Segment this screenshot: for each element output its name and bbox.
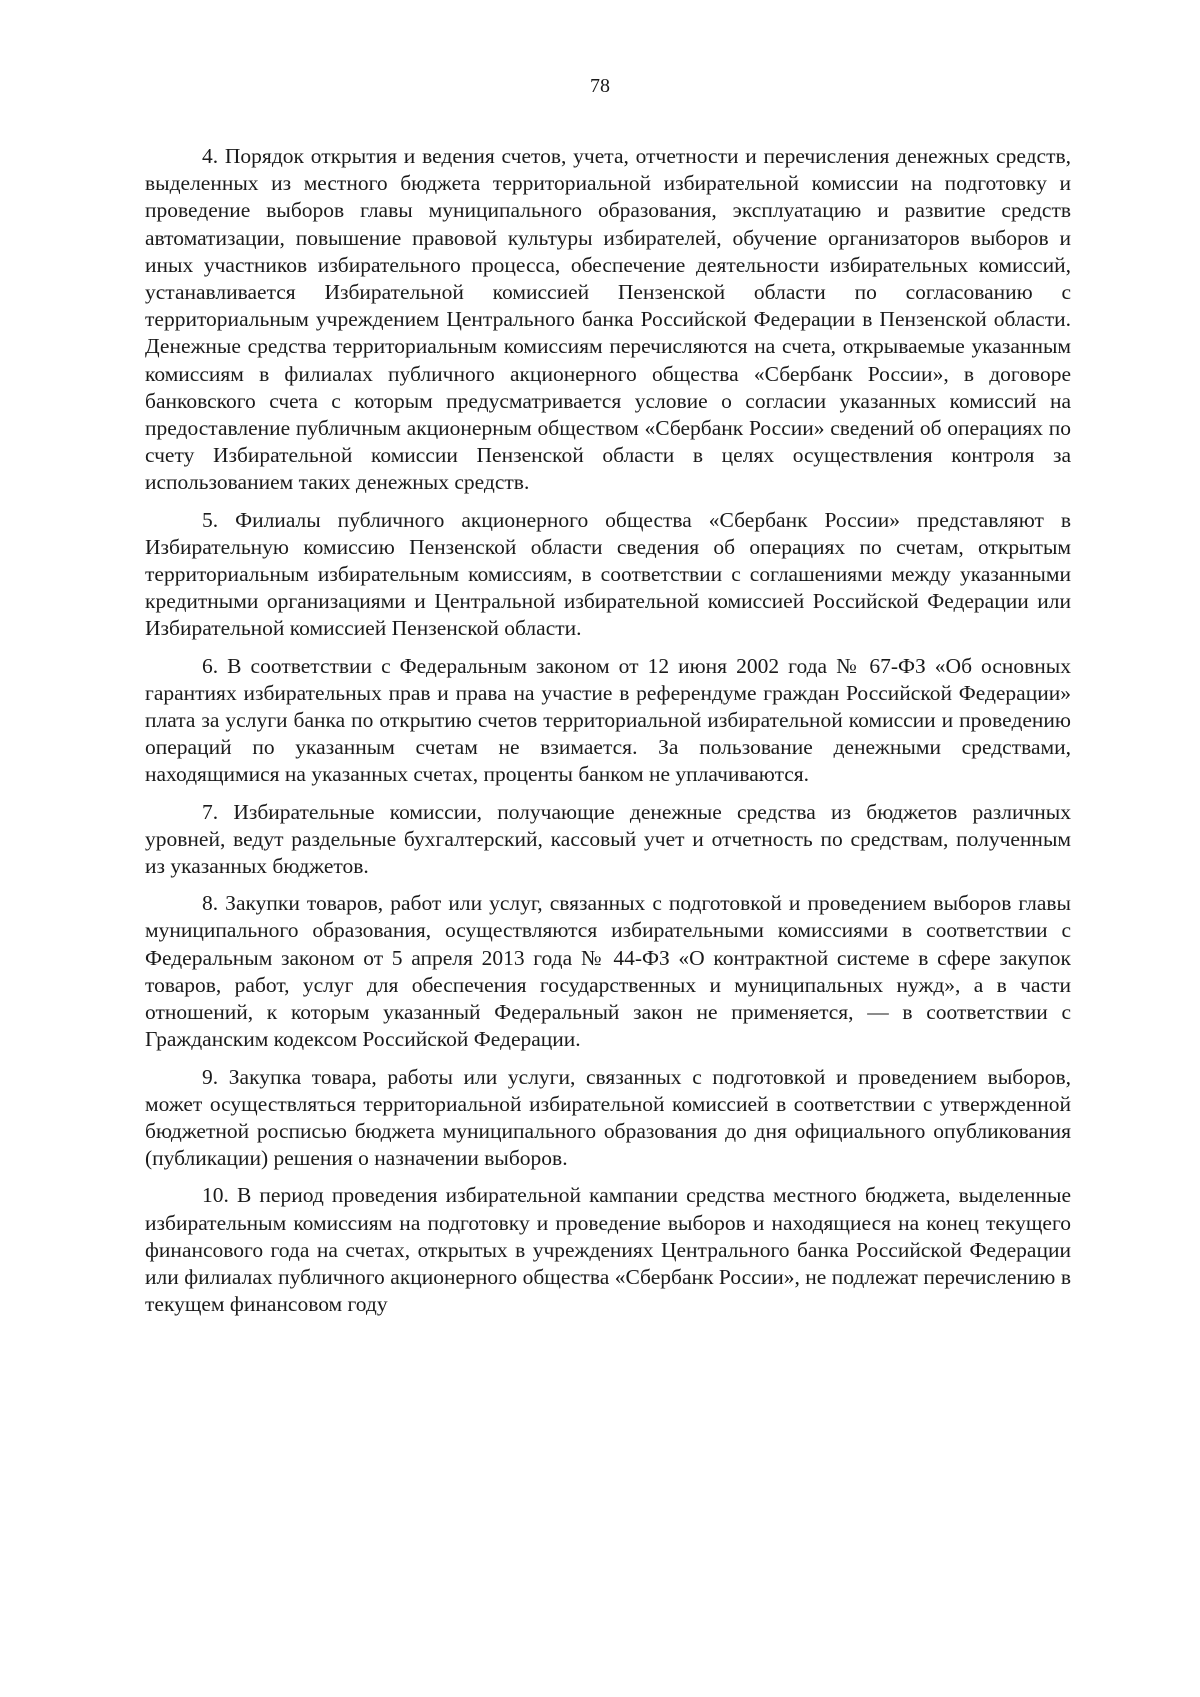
paragraph-7: 7. Избирательные комиссии, получающие денежные средства из бюджетов различных уровней, ведут раздельные бухгалтерский, кассовый учет и отчетность по средствам, полученным из указанных бюджетов. bbox=[145, 799, 1071, 879]
paragraph-4: 4. Порядок открытия и ведения счетов, учета, отчетности и перечисления денежных средств, выделенных из местного бюджета территориальной избирательной комиссии на подготовку и проведение выборов главы муниципального образования, эксплуатацию и развитие средств автоматизации, повышение правовой культуры избирателей, обучение организаторов выборов и иных участников избирательного процесса, обеспечение деятельности избирательных комиссий, устанавливается Избирательной комиссией Пензенской области по согласованию с территориальным учреждением Центрального банка Российской Федерации в Пензенской области. Денежные средства территориальным комиссиям перечисляются на счета, открываемые указанным комиссиям в филиалах публичного акционерного общества «Сбербанк России», в договоре банковского счета с которым предусматривается условие о согласии указанных комиссий на предоставление публичным акционерным обществом «Сбербанк России» сведений об операциях по счету Избирательной комиссии Пензенской области в целях осуществления контроля за использованием таких денежных средств. bbox=[145, 144, 1071, 495]
paragraph-10: 10. В период проведения избирательной кампании средства местного бюджета, выделенные избирательным комиссиям на подготовку и проведение выборов и находящиеся на конец текущего финансового года на счетах, открытых в учреждениях Центрального банка Российской Федерации или филиалах публичного акционерного общества «Сбербанк России», не подлежат перечислению в текущем финансовом году bbox=[145, 1183, 1071, 1317]
paragraph-9: 9. Закупка товара, работы или услуги, связанных с подготовкой и проведением выборов, может осуществляться территориальной избирательной комиссией в соответствии с утвержденной бюджетной росписью бюджета муниципального образования до дня официального опубликования (публикации) решения о назначении выборов. bbox=[145, 1064, 1071, 1171]
paragraph-5: 5. Филиалы публичного акционерного общества «Сбербанк России» представляют в Избирательную комиссию Пензенской области сведения об операциях по счетам, открытым территориальным избирательным комиссиям, в соответствии с соглашениями между указанными кредитными организациями и Центральной избирательной комиссией Российской Федерации или Избирательной комиссией Пензенской области. bbox=[145, 507, 1071, 641]
paragraph-6: 6. В соответствии с Федеральным законом от 12 июня 2002 года № 67-ФЗ «Об основных гарантиях избирательных прав и права на участие в референдуме граждан Российской Федерации» плата за услуги банка по открытию счетов территориальной избирательной комиссии и проведению операций по указанным счетам не взимается. За пользование денежными средствами, находящимися на указанных счетах, проценты банком не уплачиваются. bbox=[145, 653, 1071, 787]
document-body bbox=[145, 143, 1071, 1328]
paragraph-8: 8. Закупки товаров, работ или услуг, связанных с подготовкой и проведением выборов главы муниципального образования, осуществляются избирательными комиссиями в соответствии с Федеральным законом от 5 апреля 2013 года № 44-ФЗ «О контрактной системе в сфере закупок товаров, работ, услуг для обеспечения государственных и муниципальных нужд», а в части отношений, к которым указанный Федеральный закон не применяется, — в соответствии с Гражданским кодексом Российской Федерации. bbox=[145, 891, 1071, 1052]
page-number: 78 bbox=[590, 75, 610, 97]
